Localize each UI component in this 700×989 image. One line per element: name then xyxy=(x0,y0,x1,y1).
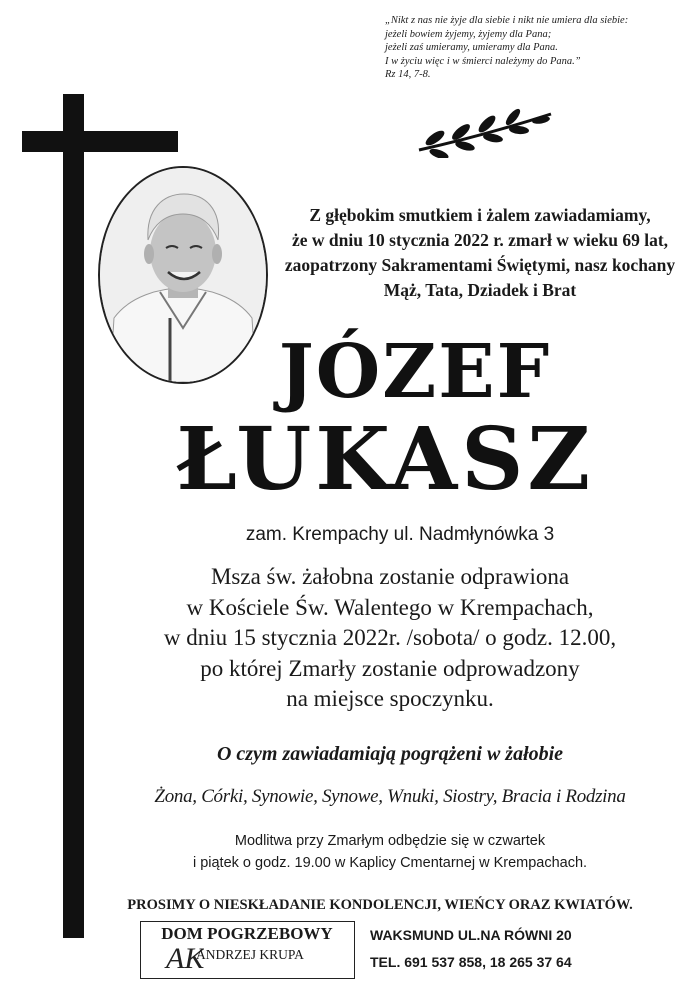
cross-horizontal-beam xyxy=(22,131,178,152)
announcement-line: Mąż, Tata, Dziadek i Brat xyxy=(383,280,577,300)
funeral-home-name: DOM POGRZEBOWY xyxy=(161,924,333,943)
mass-line: Msza św. żałobna zostanie odprawiona xyxy=(210,564,570,589)
quote-line: I w życiu więc i w śmierci należymy do Pana.” xyxy=(385,55,581,67)
quote-line: „Nikt z nas nie żyje dla siebie i nikt nie umiera dla siebie: xyxy=(385,15,629,26)
announcement-line: że w dniu 10 stycznia 2022 r. zmarł w wieku 69 lat, xyxy=(291,230,669,250)
funeral-home-address: WAKSMUND UL.NA RÓWNI 20 xyxy=(370,927,572,943)
bible-quote xyxy=(385,14,685,82)
quote-line: jeżeli zaś umieramy, umieramy dla Pana. xyxy=(385,42,558,53)
prayer-line: Modlitwa przy Zmarłym odbędzie się w czwartek xyxy=(234,833,546,849)
mass-line: w Kościele Św. Walentego w Krempachach, xyxy=(186,594,594,620)
mass-line: na miejsce spoczynku. xyxy=(286,686,494,711)
funeral-home-phone: TEL. 691 537 858, 18 265 37 64 xyxy=(370,954,572,970)
mourners-heading: O czym zawiadamiają pogrążeni w żałobie xyxy=(216,743,564,765)
mass-line: po której Zmarły zostanie odprowadzony xyxy=(200,655,580,681)
quote-line: jeżeli bowiem żyjemy, żyjemy dla Pana; xyxy=(385,28,552,40)
deceased-address: zam. Krempachy ul. Nadmłynówka 3 xyxy=(245,524,555,545)
prayer-info xyxy=(110,830,670,874)
mass-line: w dniu 15 stycznia 2022r. /sobota/ o godz. 12.00, xyxy=(163,625,617,650)
condolences-request: PROSIMY O NIESKŁADANIE KONDOLENCJI, WIEŃCY ORAZ KWIATÓW. xyxy=(127,897,633,913)
mourners-family: Żona, Córki, Synowie, Synowe, Wnuki, Siostry, Bracia i Rodzina xyxy=(154,786,626,807)
cross-vertical-beam xyxy=(63,94,84,938)
announcement-line: zaopatrzony Sakramentami Świętymi, nasz kochany xyxy=(284,255,676,275)
funeral-home-owner: ANDRZEJ KRUPA xyxy=(196,947,304,962)
funeral-home-contact xyxy=(370,922,660,976)
olive-branch-icon xyxy=(415,108,555,158)
funeral-mass-info xyxy=(110,562,670,715)
logo-letters: AK xyxy=(166,942,204,974)
deceased-last-name: ŁUKASZ xyxy=(175,409,595,510)
quote-reference: Rz 14, 7-8. xyxy=(385,69,431,80)
prayer-line: i piątek o godz. 19.00 w Kaplicy Cmentarnej w Krempachach. xyxy=(192,855,588,871)
deceased-first-name: JÓZEF xyxy=(278,329,552,415)
announcement-text xyxy=(270,203,690,303)
announcement-line: Z głębokim smutkiem i żalem zawiadamiamy, xyxy=(309,205,651,225)
